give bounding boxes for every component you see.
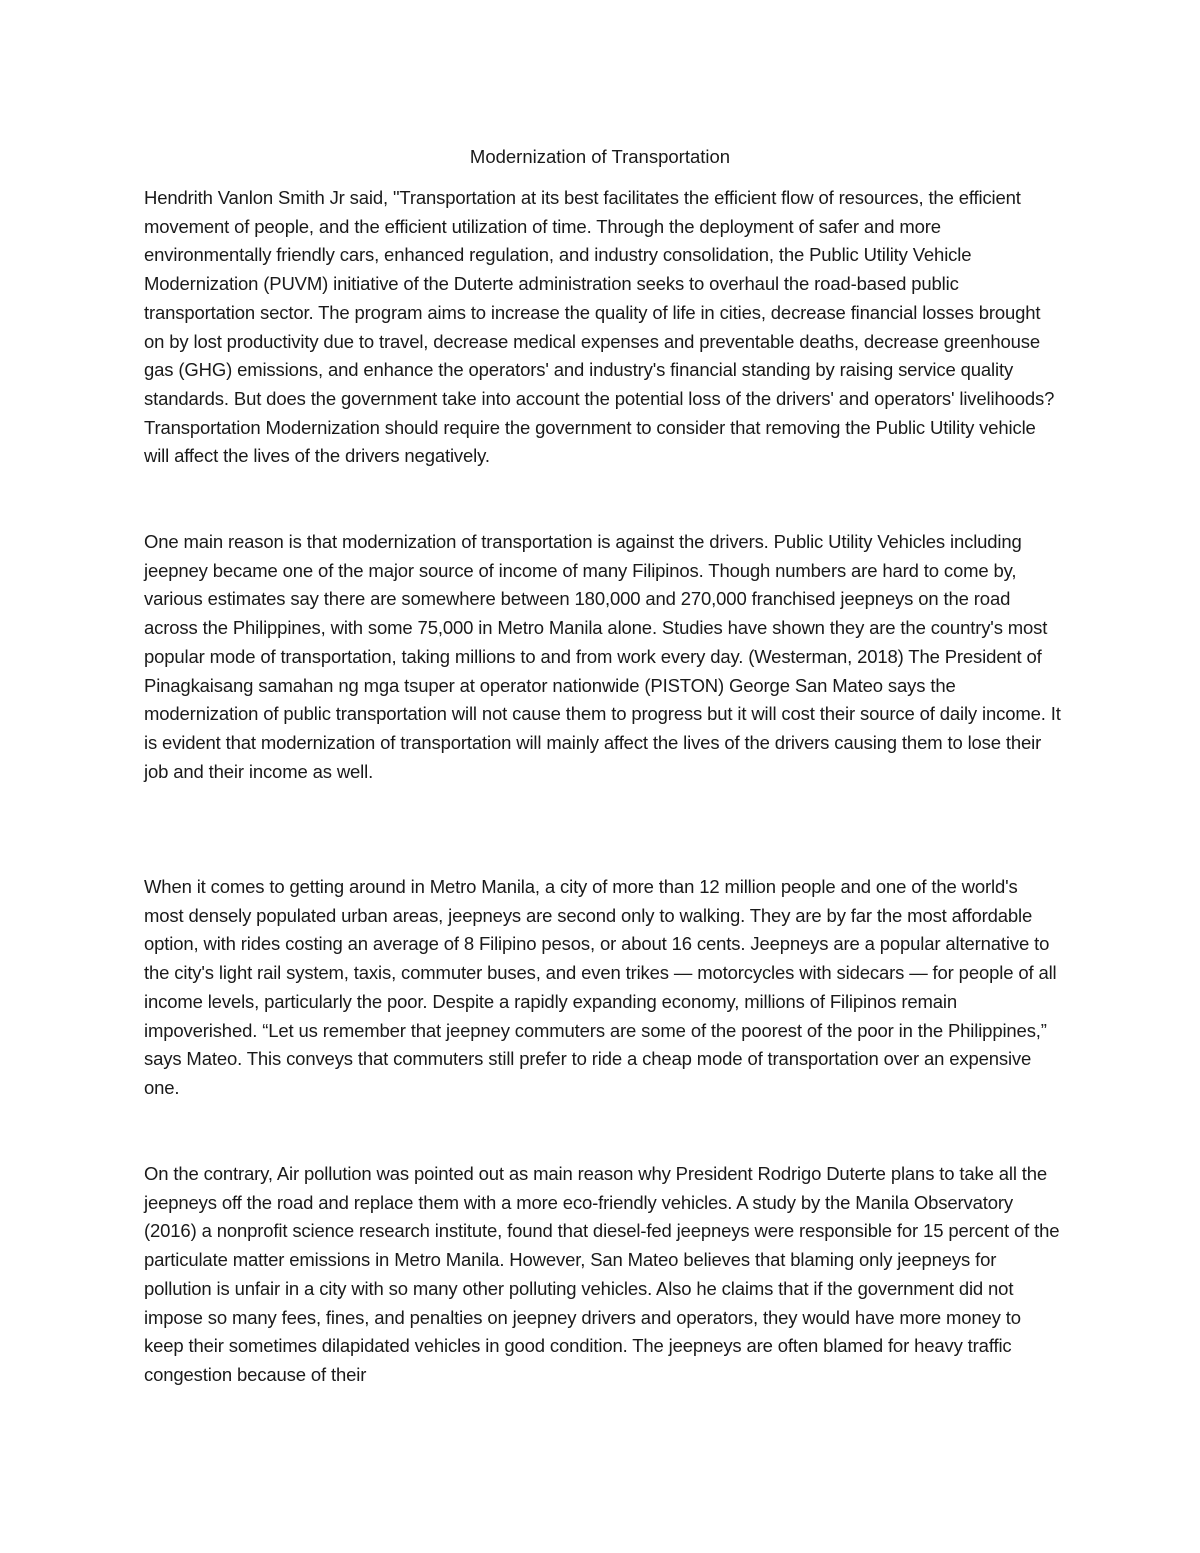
paragraph-commuters: When it comes to getting around in Metro Manila, a city of more than 12 million people and one of the world's most densely populated urban areas, jeepneys are second only to walking. They are by far the most affordable option, with rides costing an average of 8 Filipino pesos, or about 16 cents. Jeepneys are a popular alternative to the city's light rail system, taxis, commuter buses, and even trikes — motorcycles with sidecars — for people of all income levels, particularly the poor. Despite a rapidly expanding economy, millions of Filipinos remain impoverished. “Let us remember that jeepney commuters are some of the poorest of the poor in the Philippines,” says Mateo. This conveys that commuters still prefer to ride a cheap mode of transportation over an expensive one. [144, 876, 1057, 1098]
paragraph-pollution: On the contrary, Air pollution was pointed out as main reason why President Rodrigo Duterte plans to take all the jeepneys off the road and replace them with a more eco-friendly vehicles. A study by the Manila Observatory (2016) a nonprofit science research institute, found that diesel-fed jeepneys were responsible for 15 percent of the particulate matter emissions in Metro Manila. However, San Mateo believes that blaming only jeepneys for pollution is unfair in a city with so many other polluting vehicles. Also he claims that if the government did not impose so many fees, fines, and penalties on jeepney drivers and operators, they would have more money to keep their sometimes dilapidated vehicles in good condition. The jeepneys are often blamed for heavy traffic congestion because of their [144, 1163, 1060, 1385]
paragraph-drivers: One main reason is that modernization of transportation is against the drivers. Public Utility Vehicles including jeepney became one of the major source of income of many Filipinos. Though numbers are hard to come by, various estimates say there are somewhere between 180,000 and 270,000 franchised jeepneys on the road across the Philippines, with some 75,000 in Metro Manila alone. Studies have shown they are the country's most popular mode of transportation, taking millions to and from work every day. (Westerman, 2018) The President of Pinagkaisang samahan ng mga tsuper at operator nationwide (PISTON) George San Mateo says the modernization of public transportation will not cause them to progress but it will cost their source of daily income. It is evident that modernization of transportation will mainly affect the lives of the drivers causing them to lose their job and their income as well. [144, 531, 1061, 782]
paragraph-intro: Hendrith Vanlon Smith Jr said, "Transportation at its best facilitates the efficient flow of resources, the efficient movement of people, and the efficient utilization of time. Through the deployment of safer and more environmentally friendly cars, enhanced regulation, and industry consolidation, the Public Utility Vehicle Modernization (PUVM) initiative of the Duterte administration seeks to overhaul the road-based public transportation sector. The program aims to increase the quality of life in cities, decrease financial losses brought on by lost productivity due to travel, decrease medical expenses and preventable deaths, decrease greenhouse gas (GHG) emissions, and enhance the operators' and industry's financial standing by raising service quality standards. But does the government take into account the potential loss of the drivers' and operators' livelihoods? Transportation Modernization should require the government to consider that removing the Public Utility vehicle will affect the lives of the drivers negatively. [144, 187, 1055, 467]
page-title: Modernization of Transportation [469, 146, 731, 167]
